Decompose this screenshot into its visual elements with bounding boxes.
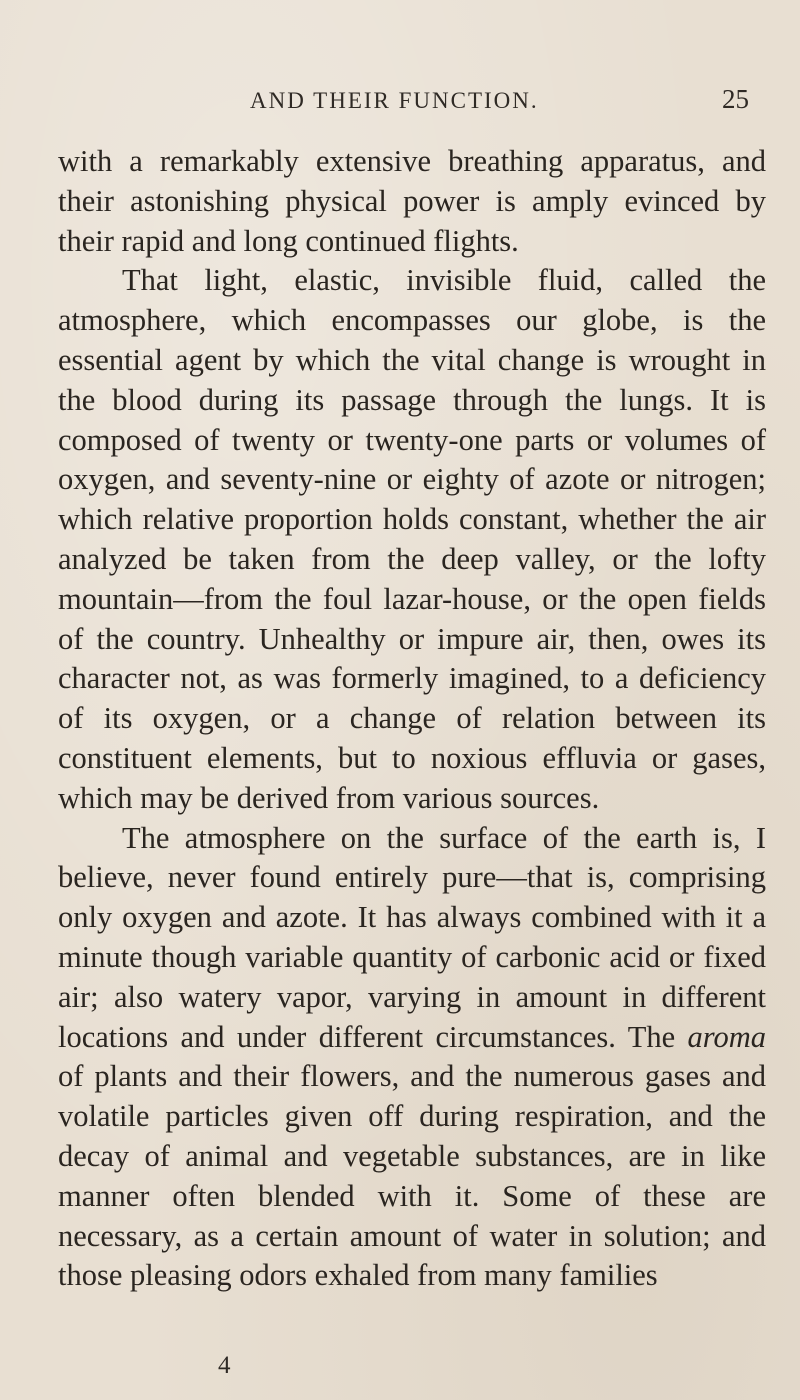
page-number: 25 xyxy=(722,84,749,114)
italic-aroma: aroma xyxy=(687,1019,766,1054)
signature-mark: 4 xyxy=(218,1352,231,1379)
paragraph-composition: The atmosphere on the surface of the earth is, I believe, never found entirely pure—that is, comprising only oxygen and azote. It has always combined with it a minute though variable quantity of carbonic acid or fixed air; also watery vapor, varying in amount in different locations and under different circumstances. The aroma of plants and their flowers, and the numerous gases and volatile particles given off during respiration, and the decay of animal and vegetable substances, are in like manner often blended with it. Some of these are necessary, as a certain amount of water in solution; and those pleasing odors exhaled from many families xyxy=(58,820,766,1293)
running-head: AND THEIR FUNCTION. xyxy=(250,88,539,113)
paragraph-continued: with a remarkably extensive breathing apparatus, and their astonishing physical power is amply evinced by their rapid and long continued flights. xyxy=(58,144,766,258)
body-text xyxy=(58,142,766,1296)
paragraph-atmosphere: That light, elastic, invisible fluid, called the atmosphere, which encompasses our globe, is the essential agent by which the vital change is wrought in the blood during its passage through the lungs. It is composed of twenty or twenty-one parts or volumes of oxygen, and seventy-nine or eighty of azote or nitrogen; which relative proportion holds constant, whether the air analyzed be taken from the deep valley, or the lofty mountain—from the foul lazar-house, or the open fields of the country. Unhealthy or impure air, then, owes its character not, as was formerly imagined, to a deficiency of its oxygen, or a change of relation between its constituent elements, but to noxious effluvia or gases, which may be derived from various sources. xyxy=(58,263,766,815)
